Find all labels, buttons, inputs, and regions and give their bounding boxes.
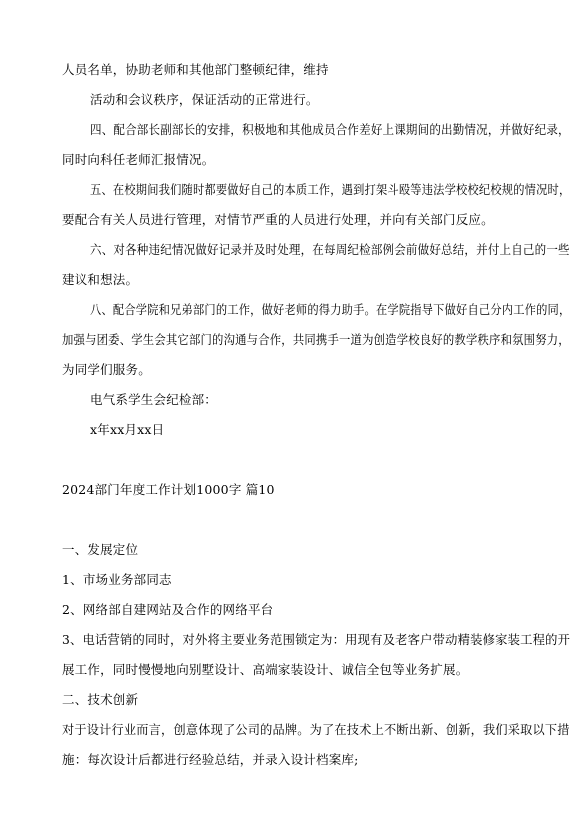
signature-department: 电气系学生会纪检部： bbox=[90, 392, 218, 407]
text-line: 人员名单，协助老师和其他部门整顿纪律，维持 bbox=[62, 62, 329, 77]
text-line: 加强与团委、学生会其它部门的沟通与合作，共同携手一道为创造学校良好的教学秩序和氛围努力， bbox=[62, 332, 570, 347]
text-line: 八、配合学院和兄弟部门的工作，做好老师的得力助手。在学院指导下做好自己分内工作的同， bbox=[90, 302, 571, 317]
text-line: 同时向科任老师汇报情况。 bbox=[62, 152, 215, 167]
text-line: 3、电话营销的同时，对外将主要业务范围锁定为：用现有及老客户带动精装修家装工程的开 bbox=[62, 632, 571, 647]
text-line: 对于设计行业而言，创意体现了公司的品牌。为了在技术上不断出新、创新，我们采取以下措 bbox=[62, 722, 570, 737]
text-line: 二、技术创新 bbox=[62, 692, 139, 707]
text-line: 施：每次设计后都进行经验总结，并录入设计档案库; bbox=[62, 752, 359, 767]
text-line: 建议和想法。 bbox=[62, 272, 139, 287]
text-line: 1、市场业务部同志 bbox=[62, 572, 172, 587]
text-line: 五、在校期间我们随时都要做好自己的本质工作，遇到打架斗殴等违法学校校纪校规的情况时， bbox=[90, 182, 571, 197]
section-heading: 2024部门年度工作计划1000字 篇10 bbox=[62, 482, 275, 497]
text-line: 活动和会议秩序，保证活动的正常进行。 bbox=[90, 92, 319, 107]
text-line: 展工作，同时慢慢地向别墅设计、高端家装设计、诚信全包等业务扩展。 bbox=[62, 662, 469, 677]
text-line: 六、对各种违纪情况做好记录并及时处理，在每周纪检部例会前做好总结，并付上自己的一些 bbox=[90, 242, 570, 257]
text-line: 四、配合部长副部长的安排，积极地和其他成员合作差好上课期间的出勤情况，并做好纪录， bbox=[90, 122, 570, 137]
text-line: 一、发展定位 bbox=[62, 542, 139, 557]
text-line: 2、网络部自建网站及合作的网络平台 bbox=[62, 602, 274, 617]
signature-date: x年xx月xx日 bbox=[90, 422, 165, 437]
text-line: 要配合有关人员进行管理，对情节严重的人员进行处理，并向有关部门反应。 bbox=[62, 212, 494, 227]
text-line: 为同学们服务。 bbox=[62, 362, 151, 377]
